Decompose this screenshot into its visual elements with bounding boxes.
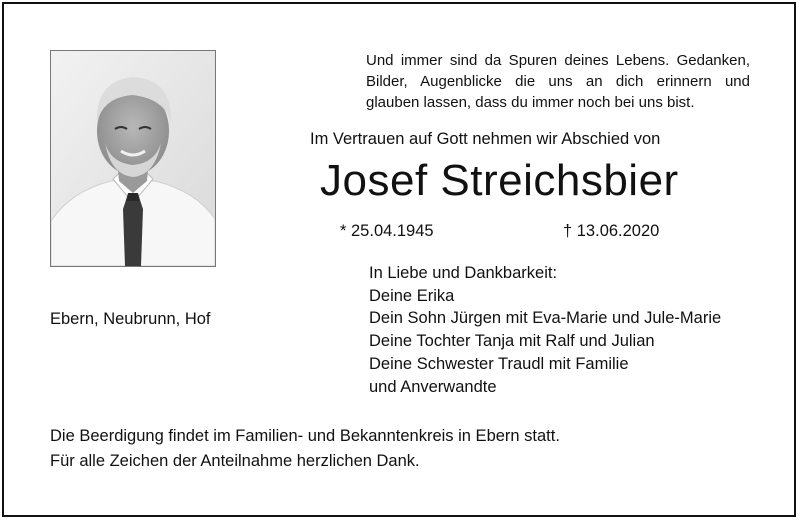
quote-line: Und immer sind da Spuren deines Lebens. Gedanken, bbox=[366, 52, 750, 69]
mourner-line: Deine Tochter Tanja mit Ralf und Julian bbox=[369, 332, 655, 351]
quote-line: glauben lassen, dass du immer noch bei uns bist. bbox=[366, 94, 695, 111]
mourner-line: Deine Schwester Traudl mit Familie bbox=[369, 354, 629, 373]
quote-line: Bilder, Augenblicke die uns an dich erinnern und bbox=[366, 73, 750, 90]
mourner-line: Dein Sohn Jürgen mit Eva-Marie und Jule-Marie bbox=[369, 309, 722, 328]
birth-date: * 25.04.1945 bbox=[340, 222, 434, 240]
mourner-line: Deine Erika bbox=[369, 286, 455, 305]
deceased-name: Josef Streichsbier bbox=[320, 156, 679, 205]
memorial-quote bbox=[366, 50, 750, 113]
funeral-note bbox=[50, 424, 560, 474]
footer-line: Die Beerdigung findet im Familien- und Bekanntenkreis in Ebern statt. bbox=[50, 427, 560, 445]
mourner-line: In Liebe und Dankbarkeit: bbox=[369, 264, 558, 282]
footer-line: Für alle Zeichen der Anteilnahme herzlichen Dank. bbox=[50, 452, 420, 470]
farewell-intro: Im Vertrauen auf Gott nehmen wir Abschied von bbox=[310, 130, 661, 148]
portrait-photo bbox=[50, 50, 216, 267]
place-names: Ebern, Neubrunn, Hof bbox=[50, 310, 211, 328]
mourners-list bbox=[369, 262, 721, 398]
death-date: † 13.06.2020 bbox=[563, 222, 660, 240]
mourner-line: und Anverwandte bbox=[369, 377, 497, 396]
